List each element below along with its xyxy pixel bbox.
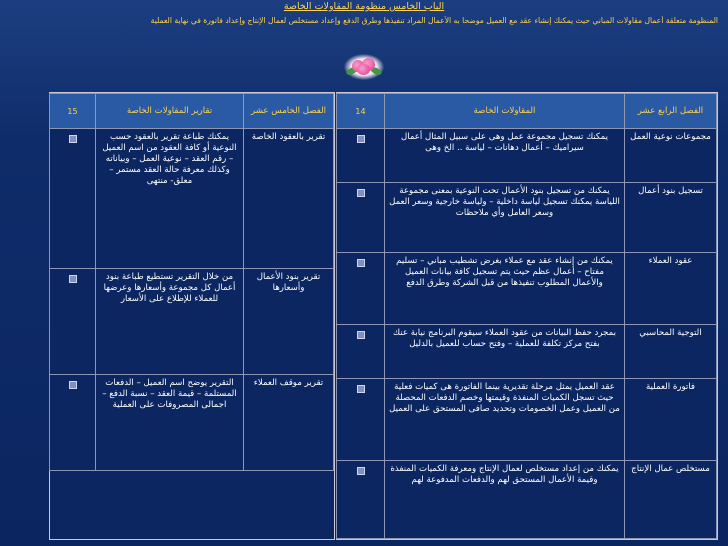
square-bullet-icon [357,331,365,339]
table-row [337,461,717,539]
row-title: عقود العملاء [625,253,717,325]
square-bullet-icon [357,385,365,393]
rose-icon [340,50,388,84]
row-description: يمكنك من إعداد مستخلص لعمال الإنتاج ومعرفة الكميات المنفذة وقيمة الأعمال المستحق لهم والدفعات المدفوعة لهم [385,461,625,539]
chapter-number: 15 [50,94,96,129]
chapter-number: 14 [337,94,385,129]
square-bullet-icon [69,135,77,143]
chapter-14-panel [336,92,718,540]
row-description: عقد العميل يمثل مرحلة تقديرية بينما الفاتورة هى كميات فعلية حيث تسجل الكميات المنفذة وقيمتها وخصم الدفعات المحصلة من العميل وعمل الخصومات وتحديد صافى المستحق على العميل [385,379,625,461]
table-row [50,129,334,269]
row-description: بمجرد حفظ البيانات من عقود العملاء سيقوم البرنامج نيابة عنك بفتح مركز تكلفة للعملية – وفتح حساب للعميل بالدليل [385,325,625,379]
table-row [50,375,334,471]
row-title: تسجيل بنود أعمال [625,183,717,253]
table-row [337,379,717,461]
column-heading: المقاولات الخاصة [385,94,625,129]
row-description: يمكنك طباعة تقرير بالعقود حسب النوعية أو كافة العقود من اسم العميل – رقم العقد – نوعية العمل – وبياناته وكذلك معرفة حالة العقد مستمر – معلق- منتهى [96,129,244,269]
row-title: تقرير بالعقود الخاصة [244,129,334,269]
table-row [337,129,717,183]
row-description: من خلال التقرير تستطيع طباعة بنود أعمال كل مجموعة وأسعارها وعرضها للعملاء للإطلاع على الأسعار [96,269,244,375]
chapter-15-table [49,93,334,539]
table-header-row [337,94,717,129]
row-description: التقرير يوضح اسم العميل – الدفعات المستلمة – قيمة العقد – نسبة الدفع – اجمالى المصروفات على العملية [96,375,244,471]
table-row [337,253,717,325]
square-bullet-icon [357,189,365,197]
row-title: تقرير موقف العملاء [244,375,334,471]
row-title: مستخلص عمال الإنتاج [625,461,717,539]
page-title: الباب الخامس منظومة المقاولات الخاصة [283,1,445,12]
chapter-14-table [336,93,717,539]
row-title: فاتورة العملية [625,379,717,461]
row-description: يمكنك تسجيل مجموعة عمل وهى على سبيل المثال أعمال سيراميك – أعمال دهانات – لياسة .. الخ وهى [385,129,625,183]
chapter-title: الفصل الرابع عشر [625,94,717,129]
row-title: تقرير بنود الأعمال وأسعارها [244,269,334,375]
table-header-row [50,94,334,129]
square-bullet-icon [357,467,365,475]
table-row [337,183,717,253]
chapter-15-panel [49,92,335,540]
page-subtitle: المنظومة متعلقة أعمال مقاولات المباني حيث يمكنك إنشاء عقد مع العميل موضحا به الأعمال المراد تنفيذها وطرق الدفع وإعداد مستخلص لعمال الإنتاج وإعداد فاتورة في نهاية العملية [150,16,718,25]
square-bullet-icon [69,275,77,283]
row-title: التوجية المحاسبي [625,325,717,379]
table-row [337,325,717,379]
row-title: مجموعات نوعية العمل [625,129,717,183]
column-heading: تقارير المقاولات الخاصة [96,94,244,129]
chapter-title: الفصل الخامس عشر [244,94,334,129]
row-description: يمكنك من إنشاء عقد مع عملاء بغرض تشطيب مباني – تسليم مفتاح – أعمال عظم حيث يتم تسجيل كافة بيانات العميل والأعمال المطلوب تنفيذها من قبل الشركة وطرق الدفع [385,253,625,325]
row-description: يمكنك من تسجيل بنود الأعمال تحت النوعية بمعنى مجموعة اللياسة يمكنك تسجيل لياسة داخلية – ولياسة خارجية وسعر العمل وسعر العامل وأي ملاحظات [385,183,625,253]
square-bullet-icon [357,259,365,267]
square-bullet-icon [357,135,365,143]
table-row [50,269,334,375]
square-bullet-icon [69,381,77,389]
